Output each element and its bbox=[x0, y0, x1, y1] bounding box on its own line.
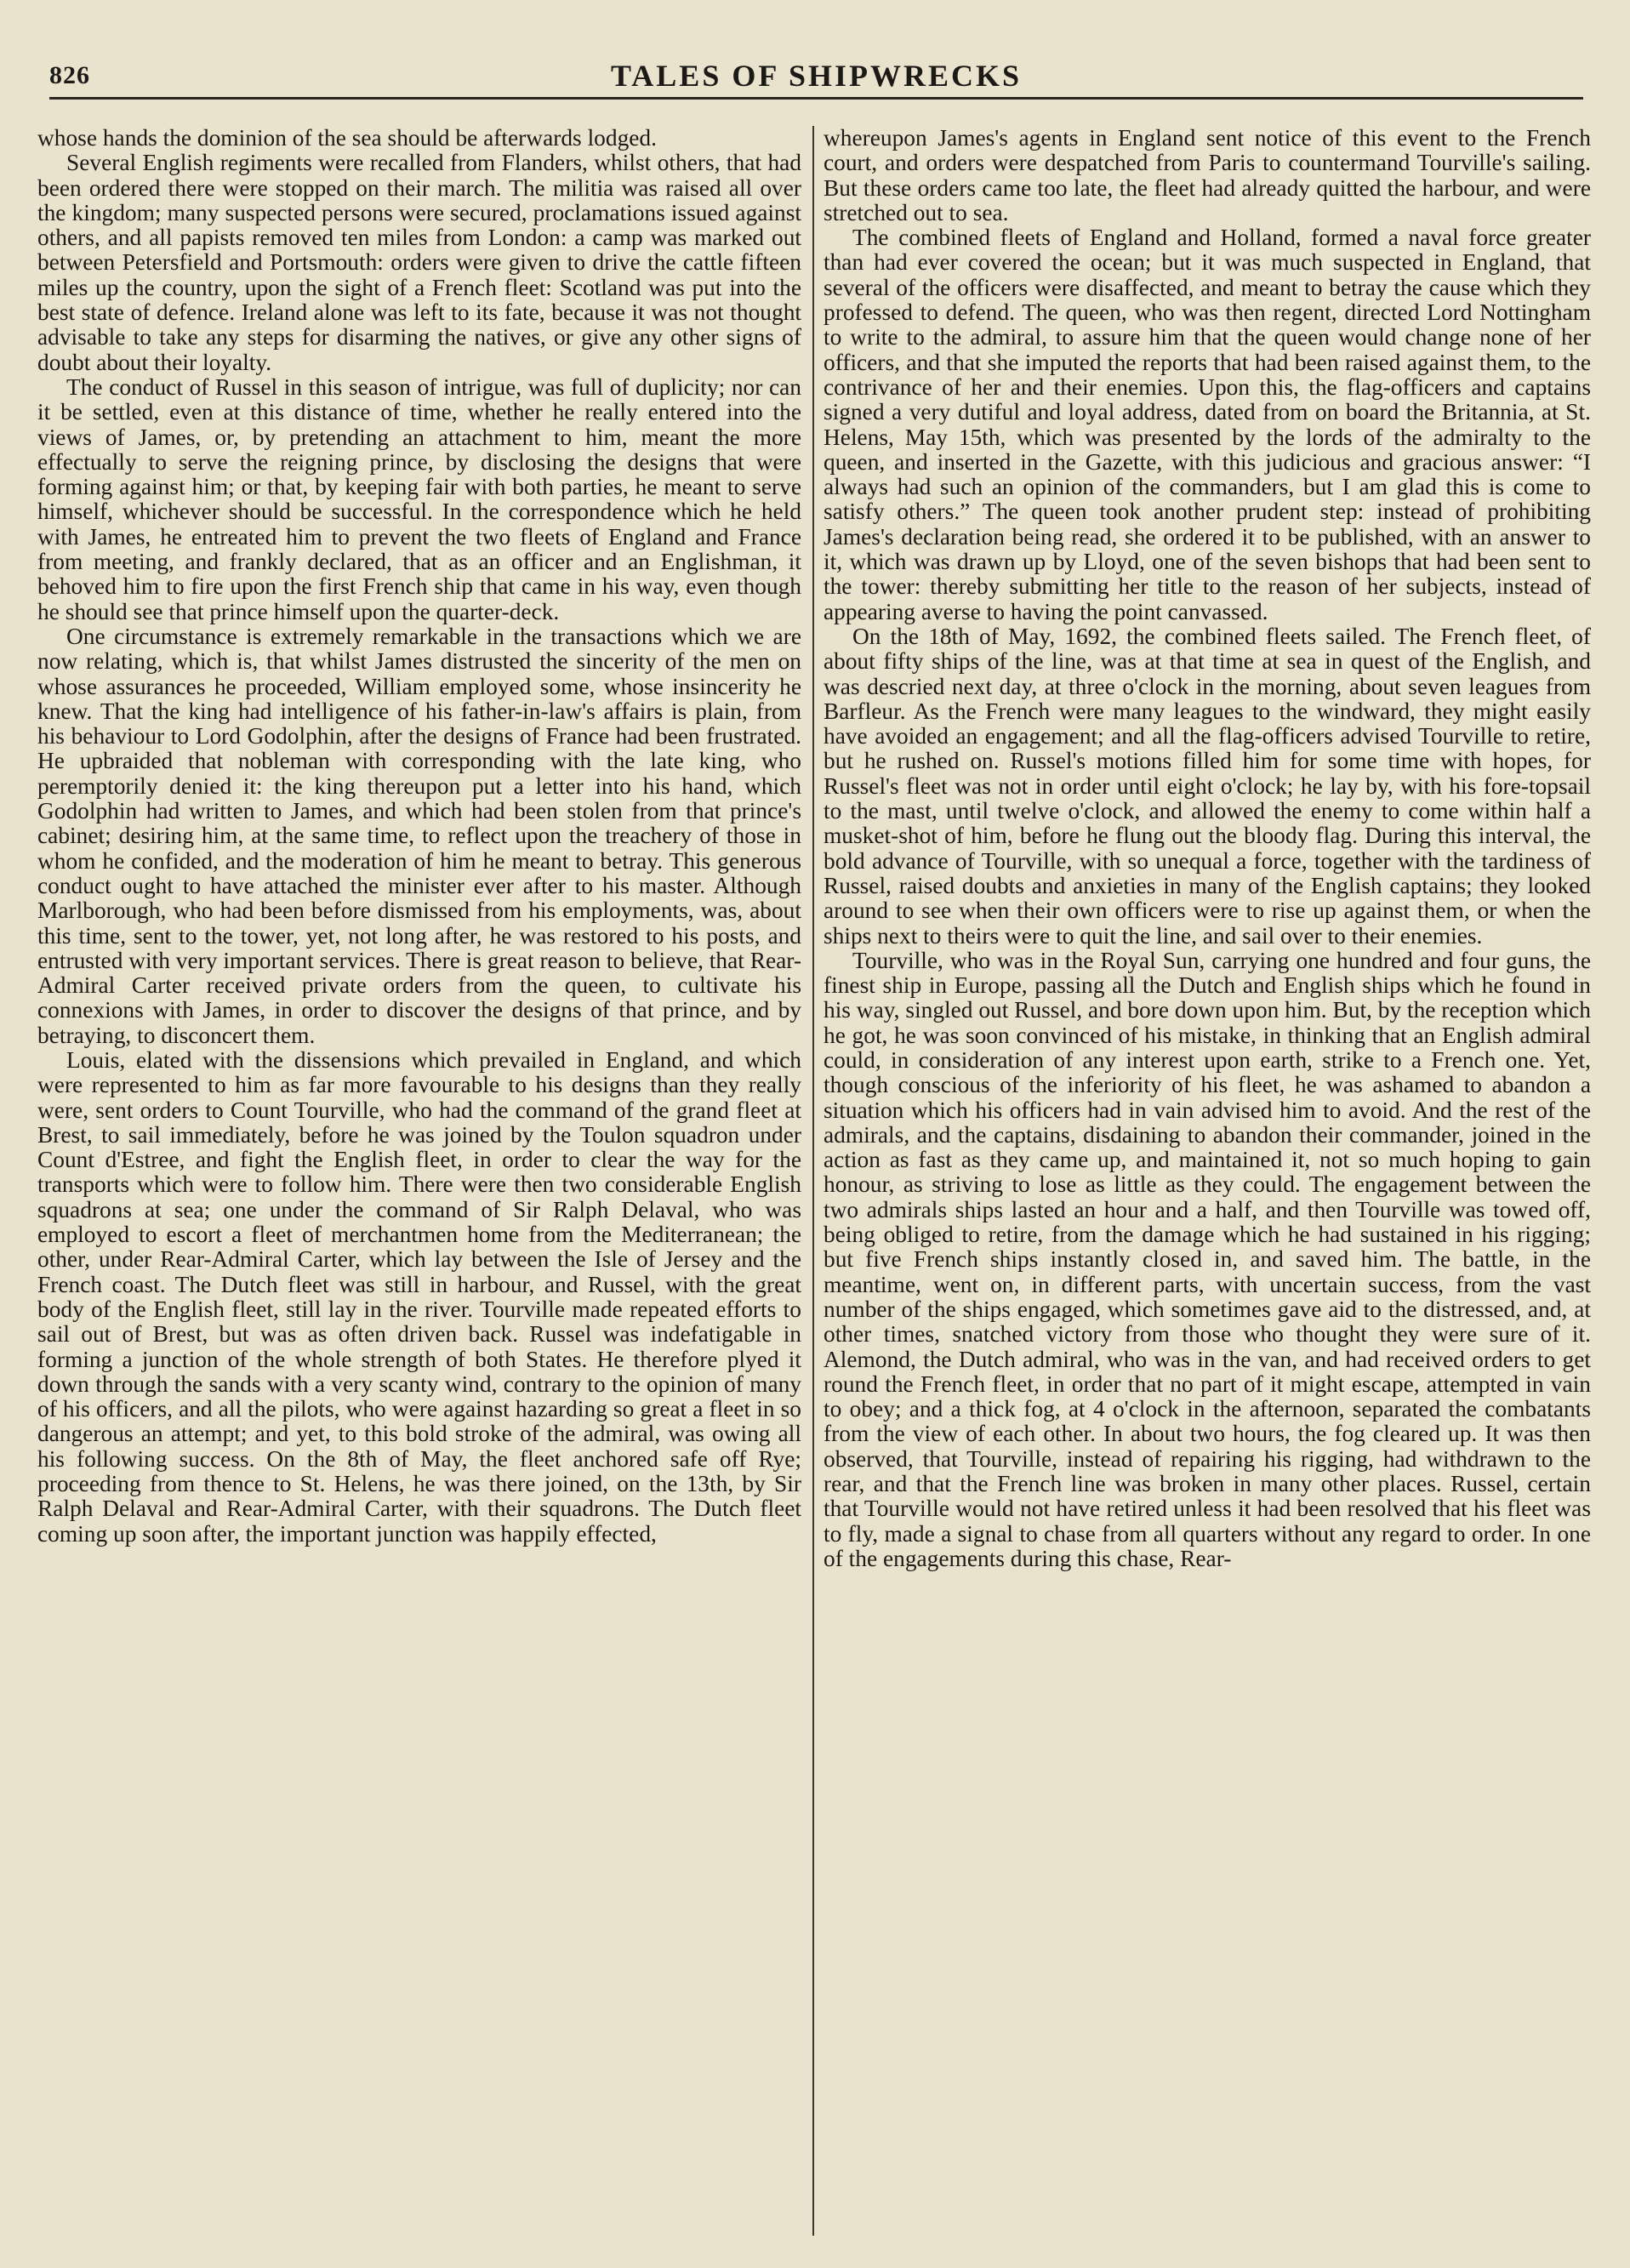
column-divider bbox=[812, 126, 814, 2236]
paragraph: The combined fleets of England and Holland, formed a naval force greater than had ever covered the ocean; but it was much suspected in England, that several of the officers were disaffected, and meant to betray the cause which they professed to defend. The queen, who was then regent, directed Lord Nottingham to write to the admiral, to assure him that the queen would change none of her officers, and that she imputed the reports that had been raised against them, to the contrivance of her and their enemies. Upon this, the flag-officers and captains signed a very dutiful and loyal address, dated from on board the Britannia, at St. Helens, May 15th, which was presented by the lords of the admiralty to the queen, and inserted in the Gazette, with this judicious and gracious answer: “I always had such an opinion of the commanders, but I am glad this is come to satisfy others.” The queen took another prudent step: instead of prohibiting James's declaration being read, she ordered it to be published, with an answer to it, which was drawn up by Lloyd, one of the seven bishops that had been sent to the tower: thereby submitting her title to the reason of her subjects, instead of appearing averse to having the point canvassed. bbox=[824, 225, 1591, 624]
left-column bbox=[37, 126, 801, 2240]
paragraph: On the 18th of May, 1692, the combined fleets sailed. The French fleet, of about fifty ships of the line, was at that time at sea in quest of the English, and was descried next day, at three o'clock in the morning, about seven leagues from Barfleur. As the French were many leagues to the windward, they might easily have avoided an engagement; and all the flag-officers advised Tourville to retire, but he rushed on. Russel's motions filled him for some time with hopes, for Russel's fleet was not in order until eight o'clock; he lay by, with his fore-topsail to the mast, until twelve o'clock, and allowed the enemy to come within half a musket-shot of him, before he flung out the bloody flag. During this interval, the bold advance of Tourville, with so unequal a force, together with the tardiness of Russel, raised doubts and anxieties in many of the English captains; they looked around to see when their own officers were to rise up against them, or when the ships next to theirs were to quit the line, and sail over to their enemies. bbox=[824, 623, 1591, 949]
running-title: TALES OF SHIPWRECKS bbox=[610, 59, 1023, 93]
paragraph: Tourville, who was in the Royal Sun, carrying one hundred and four guns, the finest ship in Europe, passing all the Dutch and English ships which he found in his way, singled out Russel, and bore down upon him. But, by the reception which he got, he was soon convinced of his mistake, in thinking that an English admiral could, in consideration of any interest upon earth, strike to a French one. Yet, though conscious of the inferiority of his fleet, he was ashamed to abandon a situation which his officers had in vain advised him to avoid. And the rest of the admirals, and the captains, disdaining to abandon their commander, joined in the action as fast as they came up, and maintained it, not so much hoping to gain honour, as striving to lose as little as they could. The engagement between the two admirals ships lasted an hour and a half, and then Tourville was towed off, being obliged to retire, from the damage which he had sustained in his rigging; but five French ships instantly closed in, and saved him. The battle, in the meantime, went on, in different parts, with uncertain success, from the vast number of the ships engaged, which sometimes gave aid to the distressed, and, at other times, snatched victory from those who thought they were sure of it. Alemond, the Dutch admiral, who was in the van, and had received orders to get round the French fleet, in order that no part of it might escape, attempted in vain to obey; and a thick fog, at 4 o'clock in the afternoon, separated the combatants from the view of each other. In about two hours, the fog cleared up. It was then observed, that Tourville, instead of repairing his rigging, had withdrawn to the rear, and that the French line was broken in many other places. Russel, certain that Tourville would not have retired unless it had been resolved that his fleet was to fly, made a signal to chase from all quarters without any regard to order. In one of the engagements during this chase, Rear- bbox=[824, 947, 1591, 1571]
paragraph: whose hands the dominion of the sea should be afterwards lodged. bbox=[37, 126, 657, 151]
paragraph: whereupon James's agents in England sent notice of this event to the French court, and orders were despatched from Paris to countermand Tourville's sailing. But these orders came too late, the fleet had already quitted the harbour, and were stretched out to sea. bbox=[824, 126, 1591, 225]
paragraph: Several English regiments were recalled from Flanders, whilst others, that had been ordered there were stopped on their march. The militia was raised all over the kingdom; many suspected persons were secured, proclamations issued against others, and all papists removed ten miles from London: a camp was marked out between Petersfield and Portsmouth: orders were given to drive the cattle fifteen miles up the country, upon the sight of a French fleet: Scotland was put into the best state of defence. Ireland alone was left to its fate, because it was not thought advisable to take any steps for disarming the natives, or give any other signs of doubt about their loyalty. bbox=[37, 150, 801, 375]
paragraph: One circumstance is extremely remarkable in the transactions which we are now relating, which is, that whilst James distrusted the sincerity of the men on whose assurances he proceeded, William employed some, whose insincerity he knew. That the king had intelligence of his father-in-law's affairs is plain, from his behaviour to Lord Godolphin, after the designs of France had been frustrated. He upbraided that nobleman with corresponding with the late king, who peremptorily denied it: the king thereupon put a letter into his hand, which Godolphin had written to James, and which had been stolen from that prince's cabinet; desiring him, at the same time, to reflect upon the treachery of those in whom he confided, and the moderation of him he meant to betray. This generous conduct ought to have attached the minister ever after to his master. Although Marlborough, who had been before dismissed from his employments, was, about this time, sent to the tower, yet, not long after, he was restored to his posts, and entrusted with very important services. There is great reason to believe, that Rear-Admiral Carter received private orders from the queen, to cultivate his connexions with James, in order to discover the designs of that prince, and by betraying, to disconcert them. bbox=[37, 623, 801, 1048]
paragraph: The conduct of Russel in this season of intrigue, was full of duplicity; nor can it be settled, even at this distance of time, whether he really entered into the views of James, or, by pretending an attachment to him, meant the more effectually to serve the reigning prince, by disclosing the designs that were forming against him; or that, by keeping fair with both parties, he meant to serve himself, whichever should be successful. In the correspondence which he held with James, he entreated him to prevent the two fleets of England and France from meeting, and frankly declared, that as an officer and an Englishman, it behoved him to fire upon the first French ship that came in his way, even though he should see that prince himself upon the quarter-deck. bbox=[37, 373, 801, 624]
paragraph: Louis, elated with the dissensions which prevailed in England, and which were represented to him as far more favourable to his designs than they really were, sent orders to Count Tourville, who had the command of the grand fleet at Brest, to sail immediately, before he was joined by the Toulon squadron under Count d'Estree, and fight the English fleet, in order to clear the way for the transports which were to follow him. There were then two considerable English squadrons at sea; one under the command of Sir Ralph Delaval, who was employed to escort a fleet of merchantmen home from the Mediterranean; the other, under Rear-Admiral Carter, which lay between the Isle of Jersey and the French coast. The Dutch fleet was still in harbour, and Russel, with the great body of the English fleet, still lay in the river. Tourville made repeated efforts to sail out of Brest, but was as often driven back. Russel was indefatigable in forming a junction of the whole strength of both States. He therefore plyed it down through the sands with a very scanty wind, contrary to the opinion of many of his officers, and all the pilots, who were against hazarding so great a fleet in so dangerous an attempt; and yet, to this bold stroke of the admiral, was owing all his following success. On the 8th of May, the fleet anchored safe off Rye; proceeding from thence to St. Helens, he was there joined, on the 13th, by Sir Ralph Delaval and Rear-Admiral Carter, with their squadrons. The Dutch fleet coming up soon after, the important junction was happily effected, bbox=[37, 1046, 801, 1547]
page-number: 826 bbox=[49, 61, 90, 89]
right-column bbox=[824, 126, 1591, 2240]
running-head bbox=[49, 53, 1583, 100]
